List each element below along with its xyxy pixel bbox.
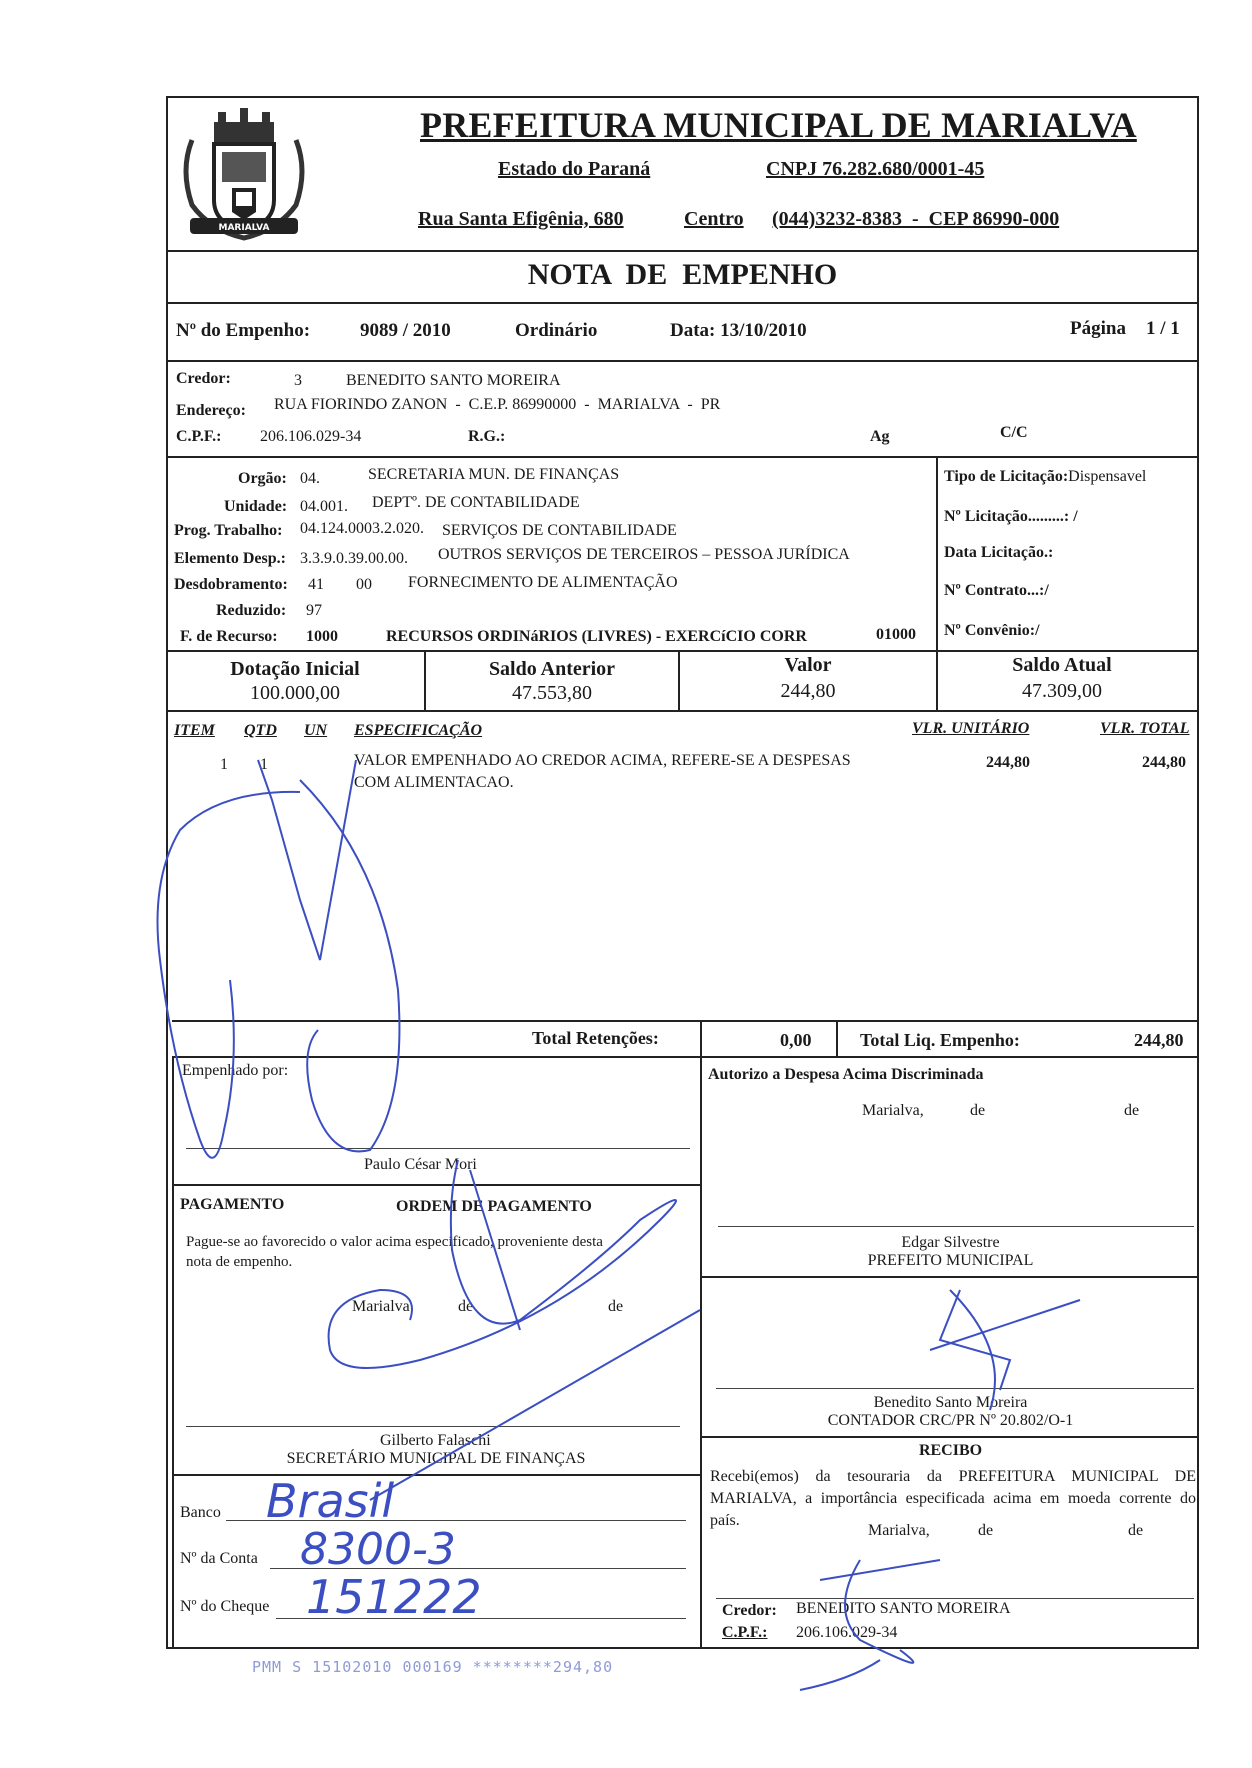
recibo-text-line3: país. [710, 1512, 740, 1529]
col-header-especificacao: ESPECIFICAÇÃO [354, 722, 483, 739]
saldo-atual-label: Saldo Atual [1012, 654, 1112, 676]
address-value: RUA FIORINDO ZANON - C.E.P. 86990000 - MARIALVA - PR [274, 396, 721, 413]
divider [700, 1020, 702, 1056]
ordem-pagamento-label: ORDEM DE PAGAMENTO [396, 1198, 592, 1215]
desdobramento-value: FORNECIMENTO DE ALIMENTAÇÃO [408, 574, 678, 591]
empenho-type: Ordinário [515, 320, 598, 341]
empenhado-name: Paulo César Mori [364, 1156, 477, 1173]
signature-line [716, 1388, 1194, 1389]
liq-empenho-value: 244,80 [1134, 1030, 1184, 1050]
prefeito-role: PREFEITO MUNICIPAL [867, 1252, 1034, 1269]
recibo-credor-label: Credor: [722, 1602, 777, 1619]
item-spec-line2: COM ALIMENTACAO. [354, 774, 514, 791]
valor-value: 244,80 [780, 680, 836, 702]
signature-line [186, 1148, 690, 1149]
saldo-atual-value: 47.309,00 [1022, 680, 1102, 702]
recibo-credor-name: BENEDITO SANTO MOREIRA [796, 1600, 1011, 1617]
orgao-code: 04. [300, 470, 320, 487]
divider [702, 1436, 1199, 1438]
pagamento-de1: de [458, 1298, 474, 1315]
item-number: 1 [220, 756, 228, 773]
dotacao-value: 100.000,00 [250, 682, 340, 704]
header-street: Rua Santa Efigênia, 680 [418, 208, 624, 230]
desdobramento-code2: 00 [356, 576, 372, 593]
retencoes-value: 0,00 [780, 1030, 812, 1050]
cheque-label: Nº do Cheque [180, 1598, 270, 1615]
gilberto-role: SECRETÁRIO MUNICIPAL DE FINANÇAS [286, 1450, 586, 1467]
divider [172, 1020, 1199, 1022]
pagamento-text-line2: nota de empenho. [186, 1254, 293, 1270]
conta-label: Nº da Conta [180, 1550, 258, 1567]
orgao-label: Orgão: [238, 470, 287, 487]
authentication-stamp: PMM S 15102010 000169 ********294,80 [252, 1658, 614, 1676]
fonte-value: RECURSOS ORDINáRIOS (LIVRES) - EXERCíCIO CORR [386, 628, 807, 645]
header-cnpj: CNPJ 76.282.680/0001-45 [766, 158, 985, 180]
item-qtd: 1 [260, 756, 268, 773]
retencoes-label: Total Retenções: [532, 1028, 659, 1048]
divider [936, 456, 938, 650]
divider [836, 1020, 838, 1056]
elemento-value: OUTROS SERVIÇOS DE TERCEIROS – PESSOA JURÍDICA [438, 546, 850, 563]
dotacao-label: Dotação Inicial [230, 658, 360, 680]
divider [702, 1276, 1199, 1278]
licitacao-type-value: Dispensavel [1068, 468, 1147, 485]
contador-role: CONTADOR CRC/PR Nº 20.802/O-1 [827, 1412, 1074, 1429]
cc-label: C/C [1000, 424, 1028, 441]
signature-line [716, 1598, 1194, 1599]
item-unit-value: 244,80 [986, 754, 1030, 771]
recibo-de2: de [1128, 1522, 1144, 1539]
divider [166, 650, 1199, 652]
item-total-value: 244,80 [1142, 754, 1186, 771]
empenho-number: 9089 / 2010 [360, 320, 451, 341]
licitacao-type [944, 468, 1146, 486]
empenho-date: Data: 13/10/2010 [670, 320, 807, 341]
signature-line [718, 1226, 1194, 1227]
valor-label: Valor [784, 654, 832, 676]
convenio-number: Nº Convênio:/ [944, 622, 1040, 639]
pagamento-text-line1: Pague-se ao favorecido o valor acima especificado, proveniente desta [186, 1234, 603, 1250]
prefeito-name: Edgar Silvestre [901, 1234, 1000, 1251]
recibo-title: RECIBO [918, 1442, 983, 1459]
crest-icon [170, 100, 318, 248]
prog-label: Prog. Trabalho: [174, 522, 283, 539]
doc-title: NOTA DE EMPENHO [527, 258, 838, 291]
credor-label: Credor: [176, 370, 231, 387]
recibo-de1: de [978, 1522, 994, 1539]
empenho-number-label: Nº do Empenho: [176, 320, 311, 341]
banco-value: Brasil [266, 1474, 395, 1528]
cpf-label: C.P.F.: [176, 428, 222, 445]
cpf-value: 206.106.029-34 [260, 428, 362, 445]
col-header-vlr-total: VLR. TOTAL [1100, 720, 1190, 737]
ag-label: Ag [870, 428, 890, 445]
licitacao-date: Data Licitação.: [944, 544, 1054, 561]
gilberto-name: Gilberto Falaschi [380, 1432, 491, 1449]
unidade-code: 04.001. [300, 498, 348, 515]
pagamento-de2: de [608, 1298, 624, 1315]
prog-code: 04.124.0003.2.020. [300, 520, 424, 537]
licitacao-type-label: Tipo de Licitação: [944, 468, 1069, 485]
elemento-code: 3.3.9.0.39.00.00. [300, 550, 408, 567]
fonte-number: 01000 [876, 626, 916, 643]
reduzido-value: 97 [306, 602, 322, 619]
page-label: Página [1070, 318, 1126, 339]
header-state: Estado do Paraná [498, 158, 651, 180]
pagamento-label: PAGAMENTO [180, 1196, 285, 1213]
recibo-text-line2: MARIALVA, a importância especificada acima em moeda corrente do [710, 1490, 1196, 1507]
licitacao-number: Nº Licitação.........: / [944, 508, 1078, 525]
recibo-cpf-value: 206.106.029-34 [796, 1624, 898, 1641]
prog-value: SERVIÇOS DE CONTABILIDADE [442, 522, 677, 539]
autorizo-place: Marialva, [862, 1102, 924, 1119]
signature-line [186, 1426, 680, 1427]
cheque-value: 151222 [306, 1570, 482, 1624]
desdobramento-label: Desdobramento: [174, 576, 288, 593]
divider [700, 1056, 702, 1649]
fonte-label: F. de Recurso: [180, 628, 278, 645]
unidade-label: Unidade: [224, 498, 288, 515]
unidade-value: DEPTº. DE CONTABILIDADE [372, 494, 580, 511]
divider [166, 710, 1199, 712]
saldo-anterior-value: 47.553,80 [512, 682, 592, 704]
liq-empenho-label: Total Liq. Empenho: [860, 1030, 1020, 1050]
divider [172, 1474, 702, 1476]
rg-label: R.G.: [468, 428, 506, 445]
autorizo-de2: de [1124, 1102, 1140, 1119]
elemento-label: Elemento Desp.: [174, 550, 286, 567]
empenhado-label: Empenhado por: [182, 1062, 289, 1079]
autorizo-title: Autorizo a Despesa Acima Discriminada [708, 1066, 984, 1083]
pagamento-place: Marialva [352, 1298, 410, 1315]
col-header-qtd: QTD [244, 722, 277, 739]
contador-name: Benedito Santo Moreira [873, 1394, 1028, 1411]
autorizo-de1: de [970, 1102, 986, 1119]
desdobramento-code1: 41 [308, 576, 324, 593]
recibo-place: Marialva, [868, 1522, 930, 1539]
conta-value: 8300-3 [300, 1524, 456, 1575]
municipal-crest [170, 100, 318, 248]
divider [166, 250, 1199, 252]
col-header-vlr-unitario: VLR. UNITÁRIO [912, 720, 1030, 737]
col-header-un: UN [304, 722, 328, 739]
orgao-value: SECRETARIA MUN. DE FINANÇAS [368, 466, 620, 483]
svg-text:MARIALVA: MARIALVA [218, 223, 270, 233]
header-title: PREFEITURA MUNICIPAL DE MARIALVA [420, 105, 1137, 145]
credor-name: BENEDITO SANTO MOREIRA [346, 372, 561, 389]
divider [172, 1184, 702, 1186]
divider [172, 1056, 174, 1649]
contract-number: Nº Contrato...:/ [944, 582, 1049, 599]
item-spec-line1: VALOR EMPENHADO AO CREDOR ACIMA, REFERE-SE A DESPESAS [354, 752, 851, 769]
divider [172, 1056, 1199, 1058]
page-number: 1 / 1 [1146, 318, 1180, 339]
col-header-item: ITEM [174, 722, 215, 739]
divider [166, 456, 1199, 458]
address-label: Endereço: [176, 402, 246, 419]
recibo-cpf-label: C.P.F.: [722, 1624, 768, 1641]
banco-label: Banco [180, 1504, 221, 1521]
divider [166, 302, 1199, 304]
divider [166, 360, 1199, 362]
header-phone-cep: (044)3232-8383 - CEP 86990-000 [772, 208, 1060, 230]
reduzido-label: Reduzido: [216, 602, 287, 619]
fonte-code: 1000 [306, 628, 338, 645]
header-district: Centro [684, 208, 744, 230]
saldo-anterior-label: Saldo Anterior [488, 658, 616, 680]
credor-code: 3 [294, 372, 302, 389]
recibo-text-line1: Recebi(emos) da tesouraria da PREFEITURA MUNICIPAL DE [710, 1468, 1196, 1485]
